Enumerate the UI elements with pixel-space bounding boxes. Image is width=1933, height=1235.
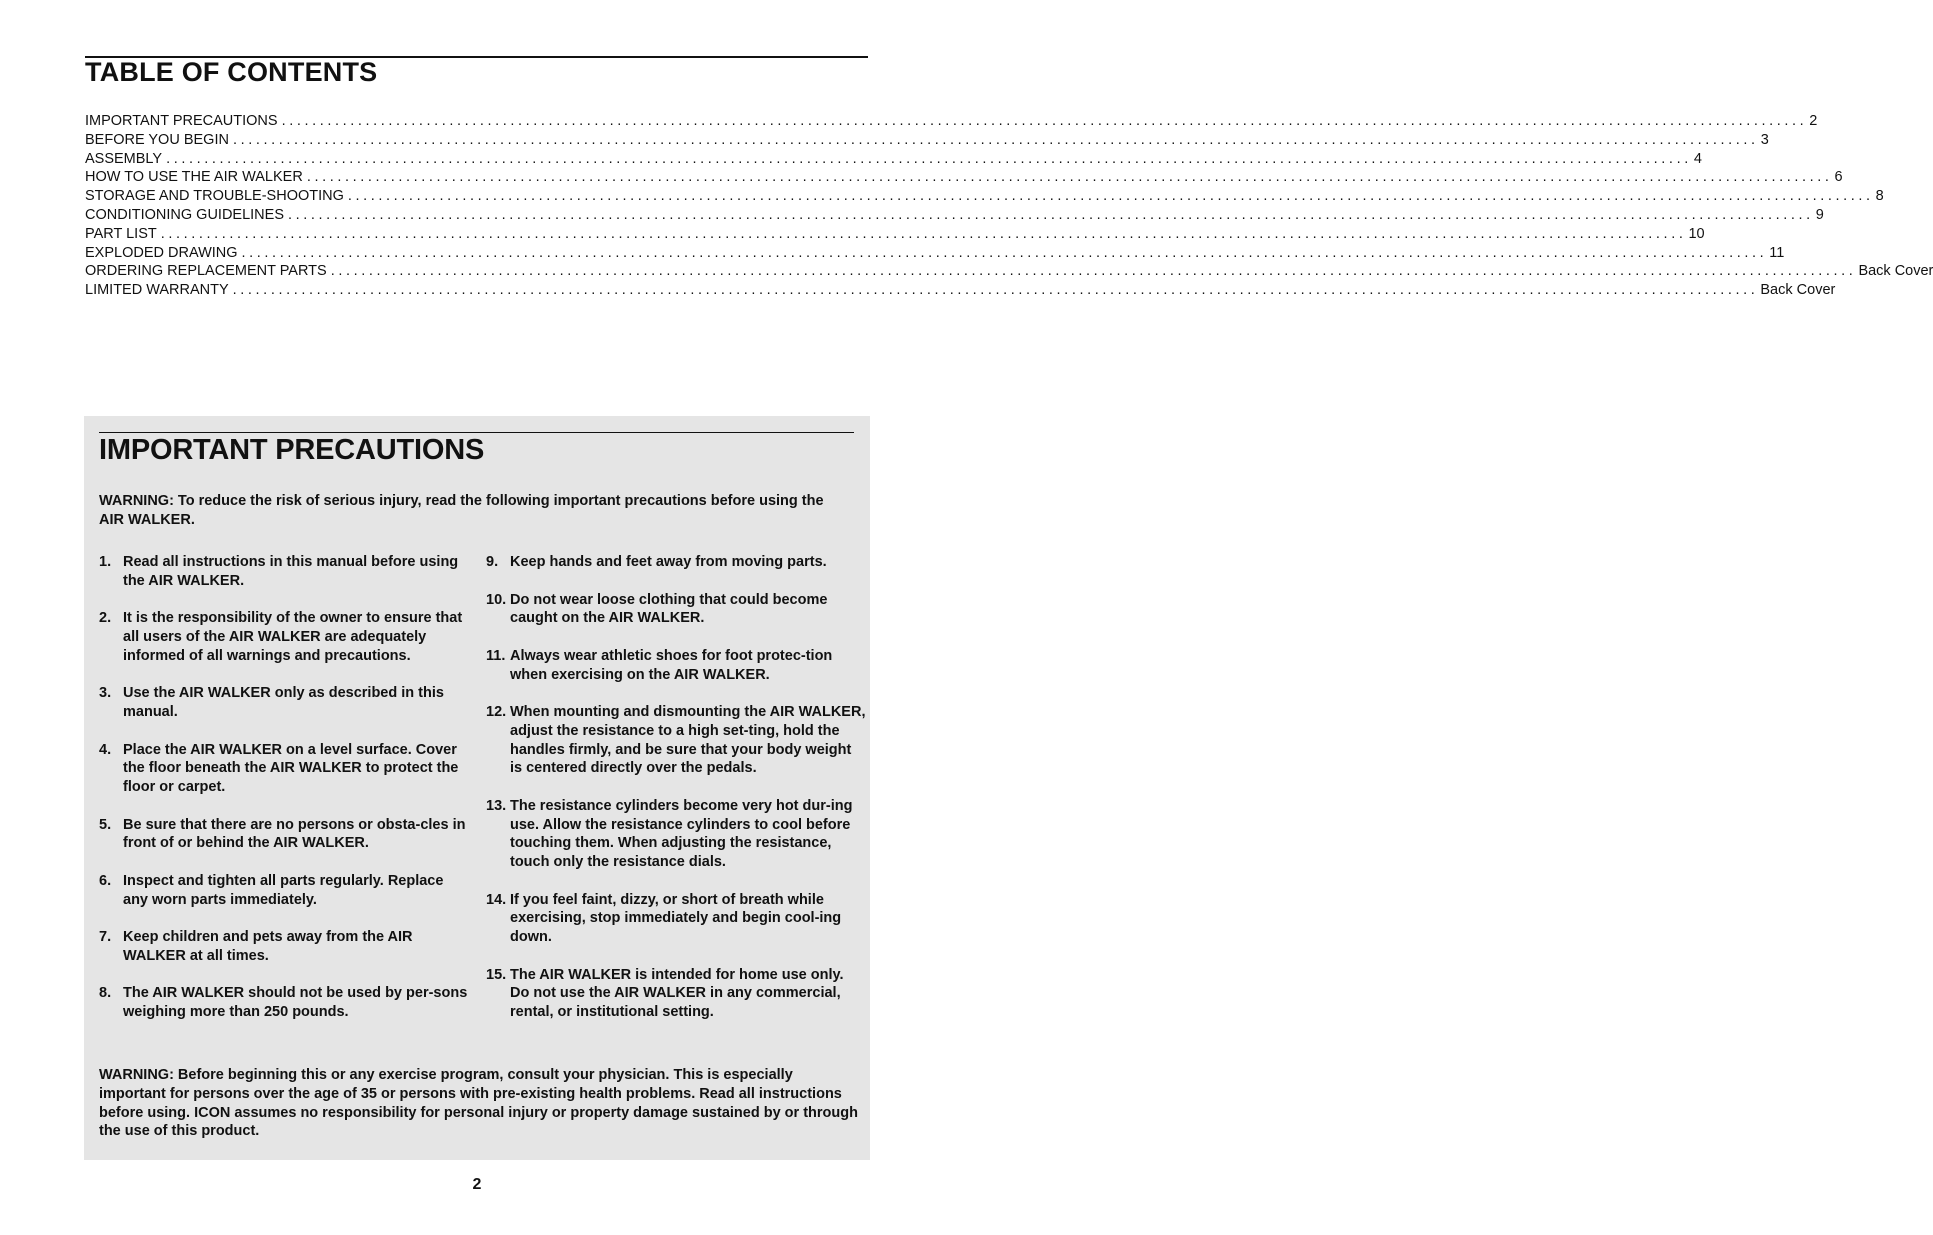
item-number: 10.: [486, 591, 507, 608]
precaution-item: [99, 984, 469, 1022]
dot-leader: ........................................................................................................................................................................................................: [232, 131, 1759, 148]
toc-entry-page: 2: [1809, 113, 1818, 129]
precaution-item: [99, 928, 469, 966]
precautions-panel: [84, 416, 870, 1160]
dot-leader: ........................................................................................................................................................................................................: [281, 113, 1808, 129]
precaution-item: [99, 684, 469, 722]
precaution-item: [486, 891, 866, 947]
item-text: When mounting and dismounting the AIR WALKER, adjust the resistance to a high set-ting, hold the handles firmly, and be sure that your body weight is centered directly over the pedals.: [510, 704, 866, 777]
item-number: 12.: [486, 704, 507, 720]
item-number: 8.: [99, 985, 112, 1002]
toc-entry[interactable]: [85, 225, 1705, 244]
precaution-item: [486, 647, 866, 685]
item-text: Use the AIR WALKER only as described in this manual.: [123, 685, 444, 720]
toc-entry-label: ASSEMBLY: [85, 150, 163, 167]
toc-entry-page: 6: [1834, 169, 1843, 186]
item-number: 11.: [486, 647, 506, 664]
precaution-item: [99, 741, 469, 797]
toc-entry[interactable]: [85, 244, 1785, 263]
toc-entry-label: IMPORTANT PRECAUTIONS: [85, 113, 278, 129]
toc-entry-page: 9: [1815, 206, 1824, 223]
item-text: It is the responsibility of the owner to ensure that all users of the AIR WALKER are adequately informed of all warnings and precautions.: [123, 610, 463, 664]
precaution-item: [486, 553, 866, 572]
toc-entry[interactable]: [85, 131, 1769, 150]
toc-title: TABLE OF CONTENTS: [85, 57, 378, 87]
item-text: Inspect and tighten all parts regularly. Replace any worn parts immediately.: [123, 872, 444, 908]
toc-entry[interactable]: [85, 150, 1702, 169]
toc-entry-label: HOW TO USE THE AIR WALKER: [85, 169, 303, 186]
item-text: Place the AIR WALKER on a level surface. Cover the floor beneath the AIR WALKER to protect the floor or carpet.: [123, 741, 459, 795]
item-number: 3.: [99, 685, 112, 702]
precautions-top-rule: [99, 432, 854, 433]
precaution-item: [486, 966, 866, 1022]
toc-entry-label: CONDITIONING GUIDELINES: [85, 206, 284, 223]
item-number: 1.: [99, 554, 112, 570]
dot-leader: ........................................................................................................................................................................................................: [306, 169, 1833, 186]
item-text: Keep children and pets away from the AIR WALKER at all times.: [123, 929, 413, 964]
precaution-item: [99, 872, 469, 910]
precaution-item: [99, 816, 469, 854]
toc-entry-page: 8: [1875, 188, 1884, 205]
item-text: The AIR WALKER should not be used by per-sons weighing more than 250 pounds.: [123, 985, 468, 1020]
precautions-list-right: [486, 553, 866, 1041]
item-number: 2.: [99, 610, 112, 627]
warning-physician: WARNING: Before beginning this or any exercise program, consult your physician. This is especially important for persons over the age of 35 or persons with pre-existing health problems. Read all instructions before using. ICON assumes no responsibility for personal injury or property damage sustained by or through the use of this product.: [99, 1067, 858, 1140]
toc-entry-page: Back Cover: [1760, 282, 1836, 299]
toc-entry-label: ORDERING REPLACEMENT PARTS: [85, 263, 327, 280]
page-number: 2: [472, 1176, 482, 1193]
toc-entry-label: LIMITED WARRANTY: [85, 282, 229, 299]
toc-entry-page: 11: [1769, 244, 1785, 261]
precaution-item: [486, 703, 866, 778]
dot-leader: ........................................................................................................................................................................................................: [232, 282, 1759, 299]
toc-entry-label: EXPLODED DRAWING: [85, 244, 238, 261]
toc-entry-page: Back Cover: [1858, 263, 1933, 280]
item-text: If you feel faint, dizzy, or short of breath while exercising, stop immediately and begin cool-ing down.: [510, 891, 842, 945]
toc-entry[interactable]: [85, 262, 1933, 281]
dot-leader: ........................................................................................................................................................................................................: [241, 244, 1768, 261]
item-number: 7.: [99, 929, 112, 945]
precaution-item: [99, 609, 469, 665]
item-text: Always wear athletic shoes for foot protec-tion when exercising on the AIR WALKER.: [510, 647, 833, 683]
item-text: Read all instructions in this manual before using the AIR WALKER.: [123, 554, 459, 589]
item-number: 9.: [486, 554, 499, 570]
item-number: 14.: [486, 891, 507, 908]
item-number: 6.: [99, 872, 112, 889]
toc-entry[interactable]: [85, 112, 1818, 131]
dot-leader: ........................................................................................................................................................................................................: [166, 150, 1692, 167]
toc-entry-page: 4: [1693, 150, 1702, 167]
item-number: 13.: [486, 797, 507, 814]
toc-entry-label: STORAGE AND TROUBLE-SHOOTING: [85, 188, 344, 205]
item-number: 4.: [99, 741, 112, 758]
precaution-item: [486, 591, 866, 629]
precaution-item: [486, 797, 866, 872]
item-text: Keep hands and feet away from moving parts.: [510, 554, 827, 570]
toc-entry[interactable]: [85, 281, 1836, 300]
item-text: Do not wear loose clothing that could become caught on the AIR WALKER.: [510, 591, 828, 627]
dot-leader: ........................................................................................................................................................................................................: [160, 225, 1687, 242]
item-text: The resistance cylinders become very hot dur-ing use. Allow the resistance cylinders to cool before touching them. When adjusting the resistance, touch only the resistance dials.: [510, 797, 853, 870]
item-text: The AIR WALKER is intended for home use only. Do not use the AIR WALKER in any commercial, rental, or institutional setting.: [510, 966, 844, 1020]
dot-leader: ........................................................................................................................................................................................................: [288, 206, 1814, 223]
warning-intro: WARNING: To reduce the risk of serious injury, read the following important precautions before using the AIR WALKER.: [99, 493, 824, 528]
toc-entry-page: 3: [1760, 131, 1769, 148]
toc-entry-label: PART LIST: [85, 225, 157, 242]
dot-leader: ........................................................................................................................................................................................................: [347, 188, 1874, 205]
toc-entry-page: 10: [1688, 225, 1705, 242]
dot-leader: ........................................................................................................................................................................................................: [330, 263, 1857, 280]
toc-entry[interactable]: [85, 187, 1884, 206]
item-text: Be sure that there are no persons or obsta-cles in front of or behind the AIR WALKER.: [123, 816, 466, 852]
toc-entry[interactable]: [85, 206, 1824, 225]
precautions-list-left: [99, 553, 469, 1041]
item-number: 5.: [99, 816, 112, 833]
toc-list: [85, 112, 1933, 300]
precautions-title: IMPORTANT PRECAUTIONS: [99, 434, 485, 466]
item-number: 15.: [486, 966, 507, 983]
toc-entry-label: BEFORE YOU BEGIN: [85, 131, 229, 148]
precaution-item: [99, 553, 469, 591]
toc-entry[interactable]: [85, 168, 1843, 187]
